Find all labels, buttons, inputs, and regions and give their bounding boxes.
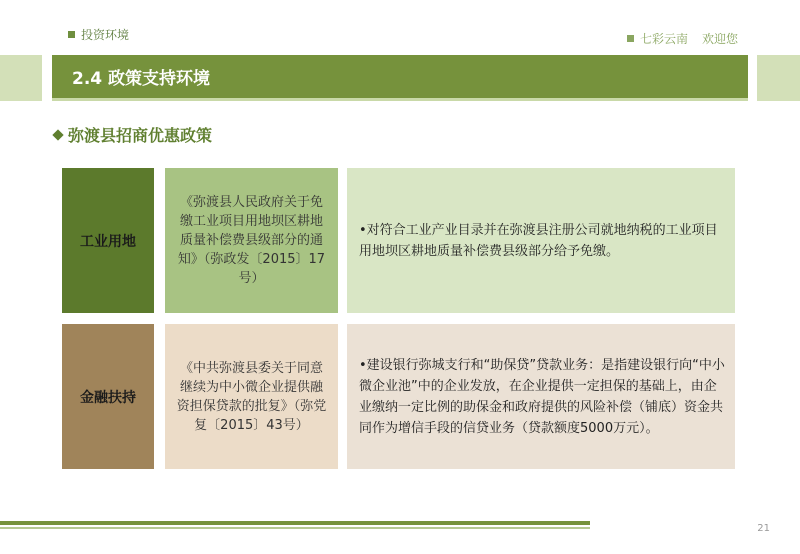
policy-document-cell [165, 324, 338, 469]
policy-document: 《中共弥渡县委关于同意继续为中小微企业提供融资担保贷款的批复》（弥党复〔2015〕43号） [176, 360, 327, 433]
square-bullet-icon [627, 35, 634, 42]
policy-description: •对符合工业产业目录并在弥渡县注册公司就地纳税的工业项目用地坝区耕地质量补偿费县级部分给予免缴。 [359, 222, 718, 259]
square-bullet-icon [68, 31, 75, 38]
policy-document: 《弥渡县人民政府关于免缴工业项目用地坝区耕地质量补偿费县级部分的通知》（弥政发〔2015〕17号） [177, 195, 326, 286]
footer-rule-light [0, 527, 590, 529]
page-number: 21 [757, 523, 770, 534]
brand-label: 七彩云南 [639, 32, 688, 46]
policy-label: 金融扶持 [80, 389, 136, 406]
section-header [68, 26, 129, 43]
policy-description: •建设银行弥城支行和“助保贷”贷款业务：是指建设银行向“中小微企业池”中的企业发放，在企业提供一定担保的基础上，由企业缴纳一定比例的助保金和政府提供的风险补偿（铺底）资金共同作为增信手段的信贷业务（贷款额度5000万元）。 [359, 357, 725, 436]
welcome-label: 欢迎您 [701, 32, 738, 46]
policy-label-cell [62, 324, 154, 469]
right-decor-block [757, 55, 800, 101]
policy-description-cell [347, 168, 735, 313]
policy-label-cell [62, 168, 154, 313]
policy-document-cell [165, 168, 338, 313]
subtitle [54, 123, 212, 146]
left-decor-block [0, 55, 42, 101]
diamond-bullet-icon [52, 129, 63, 140]
page-title: 2.4 政策支持环境 [72, 69, 211, 89]
brand-header [627, 30, 738, 47]
footer-rule [0, 521, 590, 525]
policy-label: 工业用地 [80, 233, 136, 250]
subtitle-text: 弥渡县招商优惠政策 [68, 126, 213, 145]
policy-description-cell [347, 324, 735, 469]
section-label: 投资环境 [81, 28, 130, 42]
title-bar [52, 55, 748, 101]
